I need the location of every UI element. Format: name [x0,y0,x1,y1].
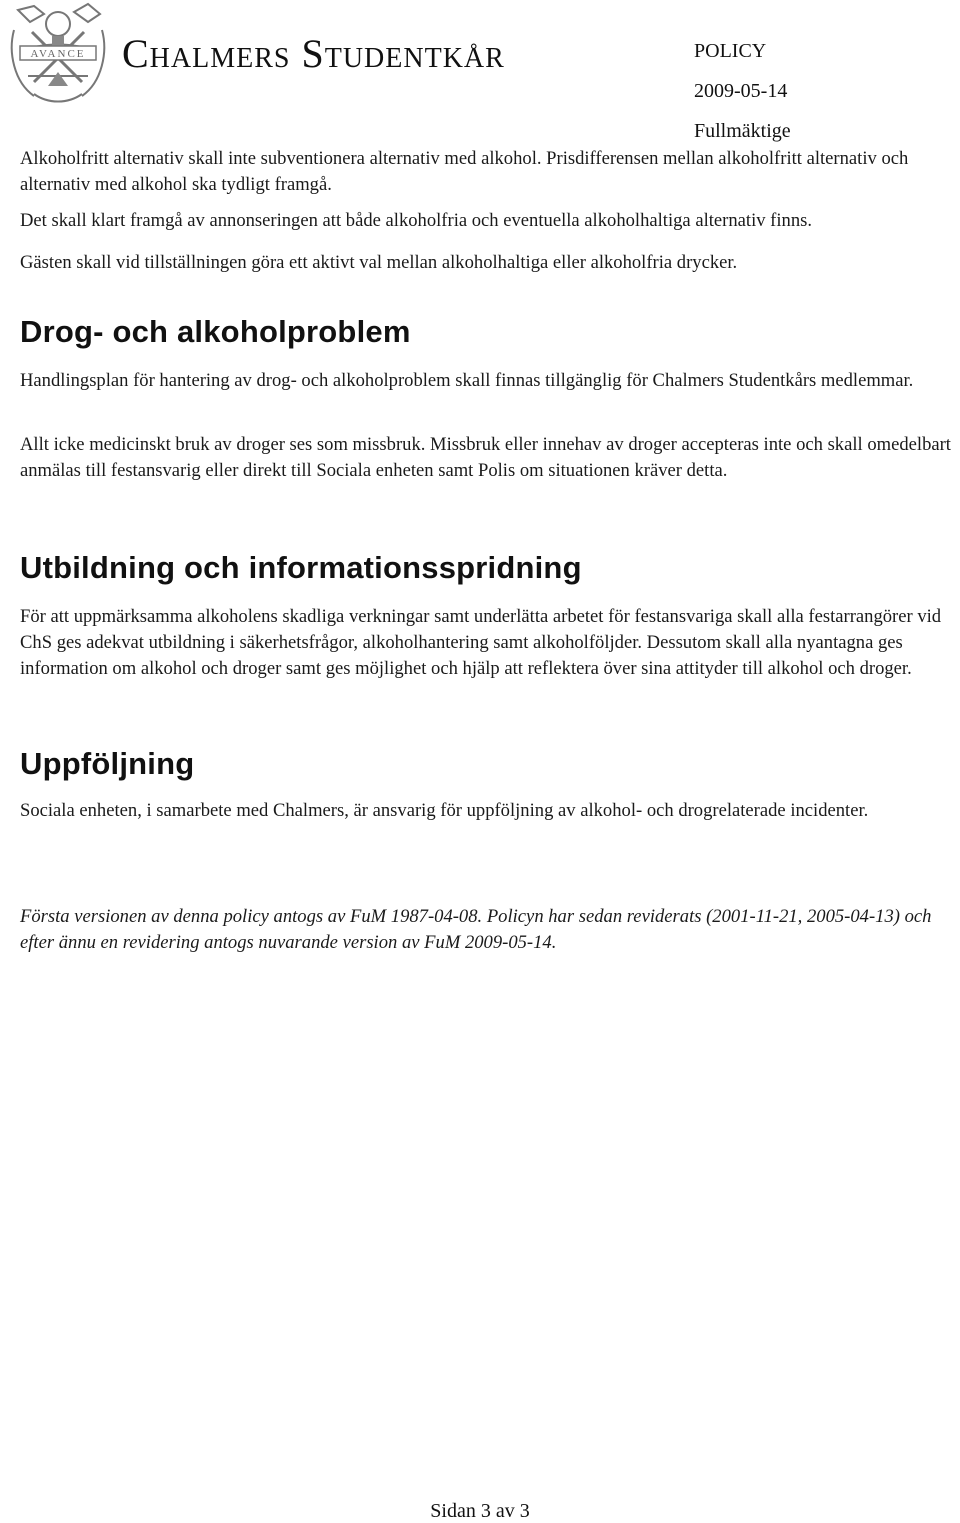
doc-body: Fullmäktige [694,120,791,142]
intro-paragraph-2: Det skall klart framgå av annonseringen att både alkoholfria och eventuella alkoholhaltiga alternativ finns. [20,210,813,231]
section-heading-drog: Drog- och alkoholproblem [20,314,411,349]
org-name: Chalmers Studentkår [122,31,505,76]
utbildning-paragraph: För att uppmärksamma alkoholens skadliga verkningar samt underlätta arbetet för festansvariga skall alla festarrangörer vid ChS ges adekvat utbildning i säkerhetsfrågor, alkoholhantering samt alkoholföljder. Dessutom skall alla nyantagna ges information om alkohol och droger samt ges möjlighet och hjälp att reflektera över sina attityder till alkohol och droger. [20,606,942,679]
svg-text:AVANCE: AVANCE [30,48,86,60]
section-heading-uppfoljning: Uppföljning [20,746,195,781]
drog-paragraph-2: Allt icke medicinskt bruk av droger ses som missbruk. Missbruk eller innehav av droger accepteras inte och skall omedelbart anmälas till festansvarig eller direkt till Sociala enheten samt Polis om situationen kräver detta. [20,434,951,481]
drog-paragraph-1: Handlingsplan för hantering av drog- och alkoholproblem skall finnas tillgänglig för Chalmers Studentkårs medlemmar. [20,370,914,391]
version-note: Första versionen av denna policy antogs av FuM 1987-04-08. Policyn har sedan reviderats (2001-11-21, 2005-04-13) och efter ännu en revidering antogs nuvarande version av FuM 2009-05-14. [20,906,932,953]
page-footer: Sidan 3 av 3 [430,1500,530,1522]
chalmers-crest-logo [4,2,112,108]
intro-paragraph-3: Gästen skall vid tillställningen göra ett aktivt val mellan alkoholhaltiga eller alkoholfria drycker. [20,252,738,273]
uppfoljning-paragraph: Sociala enheten, i samarbete med Chalmers, är ansvarig för uppföljning av alkohol- och drogrelaterade incidenter. [20,800,869,821]
doc-date: 2009-05-14 [694,80,788,102]
intro-paragraph-1: Alkoholfritt alternativ skall inte subventionera alternativ med alkohol. Prisdifferensen mellan alkoholfritt alternativ och alternativ med alkohol ska tydligt framgå. [20,148,909,195]
section-heading-utbildning: Utbildning och informationsspridning [20,550,582,585]
page-header [0,0,960,140]
doc-type: POLICY [694,40,767,62]
